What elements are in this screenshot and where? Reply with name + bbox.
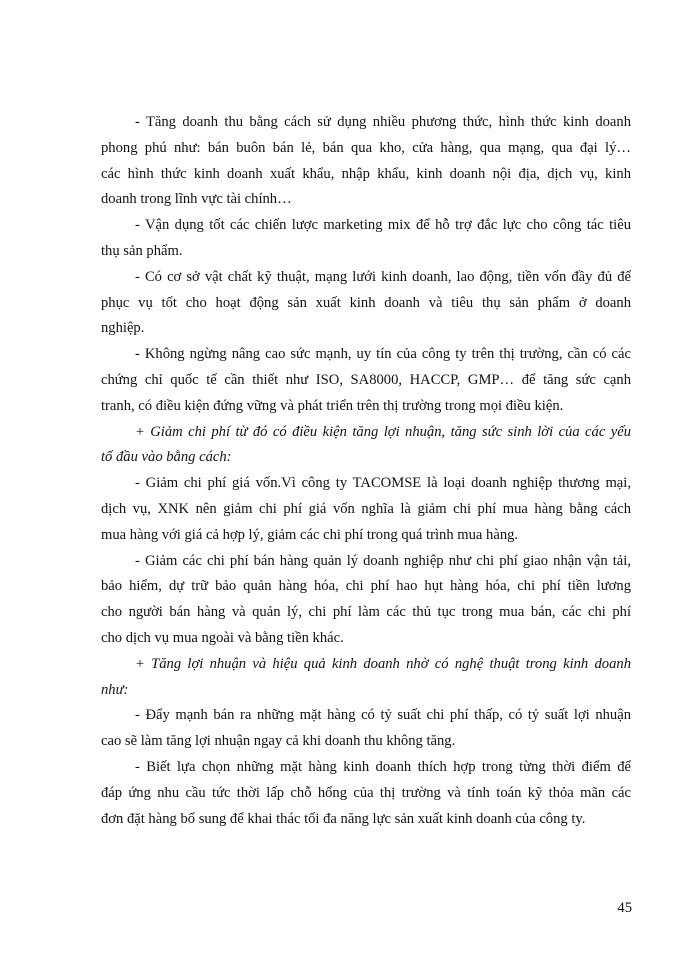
text-line: - Đẩy mạnh bán ra những mặt hàng có tỷ suất chi phí thấp, có tỷ suất lợi nhuận [135,707,631,724]
text-line: - Tăng doanh thu bằng cách sử dụng nhiều phương thức, hình thức kinh doanh [135,114,631,130]
text-line: cao sẽ làm tăng lợi nhuận ngay cả khi doanh thu không tăng. [101,733,456,750]
bullet-paragraph [101,213,631,265]
text-line: - Giảm chi phí giá vốn.Vì công ty TACOMSE là loại doanh nghiệp thương mại, [135,475,631,492]
text-line: thụ sản phẩm. [101,242,183,259]
text-line: dịch vụ, XNK nên giảm chi phí giá vốn nghĩa là giảm chi phí mua hàng bằng cách [101,500,631,517]
text-line: các hình thức kinh doanh xuất khẩu, nhập khẩu, kinh doanh nội địa, dịch vụ, kinh [101,165,631,182]
text-line: mua hàng với giá cả hợp lý, giảm các chi phí trong quá trình mua hàng. [101,526,519,543]
text-line: phục vụ tốt cho hoạt động sản xuất kinh doanh và tiêu thụ sản phẩm ở doanh [101,294,631,311]
text-line: phong phú như: bán buôn bán lẻ, bán qua kho, cửa hàng, qua mạng, qua đại lý… [101,139,631,156]
text-line: cho người bán hàng và quản lý, chi phí làm các thủ tục trong mua bán, các chi phí [101,604,631,621]
text-line: - Có cơ sở vật chất kỹ thuật, mạng lưới kinh doanh, lao động, tiền vốn đầy đủ để [135,268,631,285]
bullet-paragraph [101,549,631,652]
text-line: tố đầu vào bằng cách: [101,449,232,466]
text-line: đơn đặt hàng bổ sung để khai thác tối đa năng lực sản xuất kinh doanh của công ty. [101,810,586,827]
bullet-paragraph [101,703,631,755]
text-line: nghiệp. [101,320,145,337]
text-line: chứng chỉ quốc tế cần thiết như ISO, SA8000, HACCP, GMP… để tăng sức cạnh [101,371,631,388]
text-line: + Giảm chi phí từ đó có điều kiện tăng lợi nhuận, tăng sức sinh lời của các yếu [135,423,631,440]
bullet-paragraph [101,265,631,342]
text-line: + Tăng lợi nhuận và hiệu quả kinh doanh nhờ có nghệ thuật trong kinh doanh [135,655,631,672]
bullet-paragraph [101,342,631,419]
text-line: tranh, có điều kiện đứng vững và phát triển trên thị trường trong mọi điều kiện. [101,397,564,414]
bullet-paragraph [101,471,631,548]
text-line: bảo hiểm, dự trữ bảo quản hàng hóa, chi phí hao hụt hàng hóa, chi phí tiền lương [101,578,631,595]
text-line: - Biết lựa chọn những mặt hàng kinh doanh thích hợp trong từng thời điểm để [135,758,631,775]
section-heading [101,420,631,472]
text-line: - Giảm các chi phí bán hàng quản lý doanh nghiệp như chi phí giao nhận vận tải, [135,552,631,569]
bullet-paragraph [101,755,631,832]
text-line: doanh trong lĩnh vực tài chính… [101,191,292,208]
text-line: đáp ứng nhu cầu tức thời lấp chỗ hổng của thị trường và tính toán kỹ thỏa mãn các [101,784,631,801]
bullet-paragraph [101,110,631,213]
text-line: cho dịch vụ mua ngoài và bằng tiền khác. [101,629,344,646]
text-line: - Không ngừng nâng cao sức mạnh, uy tín của công ty trên thị trường, cần có các [135,346,631,363]
section-heading [101,652,631,704]
document-body [101,110,631,832]
text-line: - Vận dụng tốt các chiến lược marketing mix để hỗ trợ đắc lực cho công tác tiêu [135,217,631,234]
page-number: 45 [617,900,632,916]
text-line: như: [101,681,129,698]
